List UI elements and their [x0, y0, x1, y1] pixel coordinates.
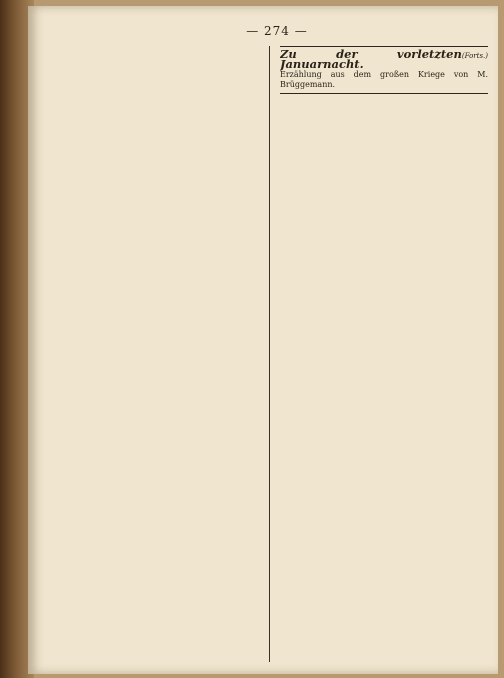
book-page — [28, 6, 498, 674]
story-title: Zu der vorletzten Januarnacht. — [280, 47, 462, 72]
story-header — [280, 46, 488, 94]
story-continued-note: (Forts.) — [461, 52, 488, 60]
page-number: — 274 — — [246, 24, 308, 38]
story-title-row — [280, 49, 488, 70]
left-text-column — [66, 46, 258, 662]
right-text-column — [280, 46, 488, 662]
column-divider — [269, 46, 270, 662]
story-subtitle: Erzählung aus dem großen Kriege von M. Brüggemann. — [280, 69, 488, 89]
